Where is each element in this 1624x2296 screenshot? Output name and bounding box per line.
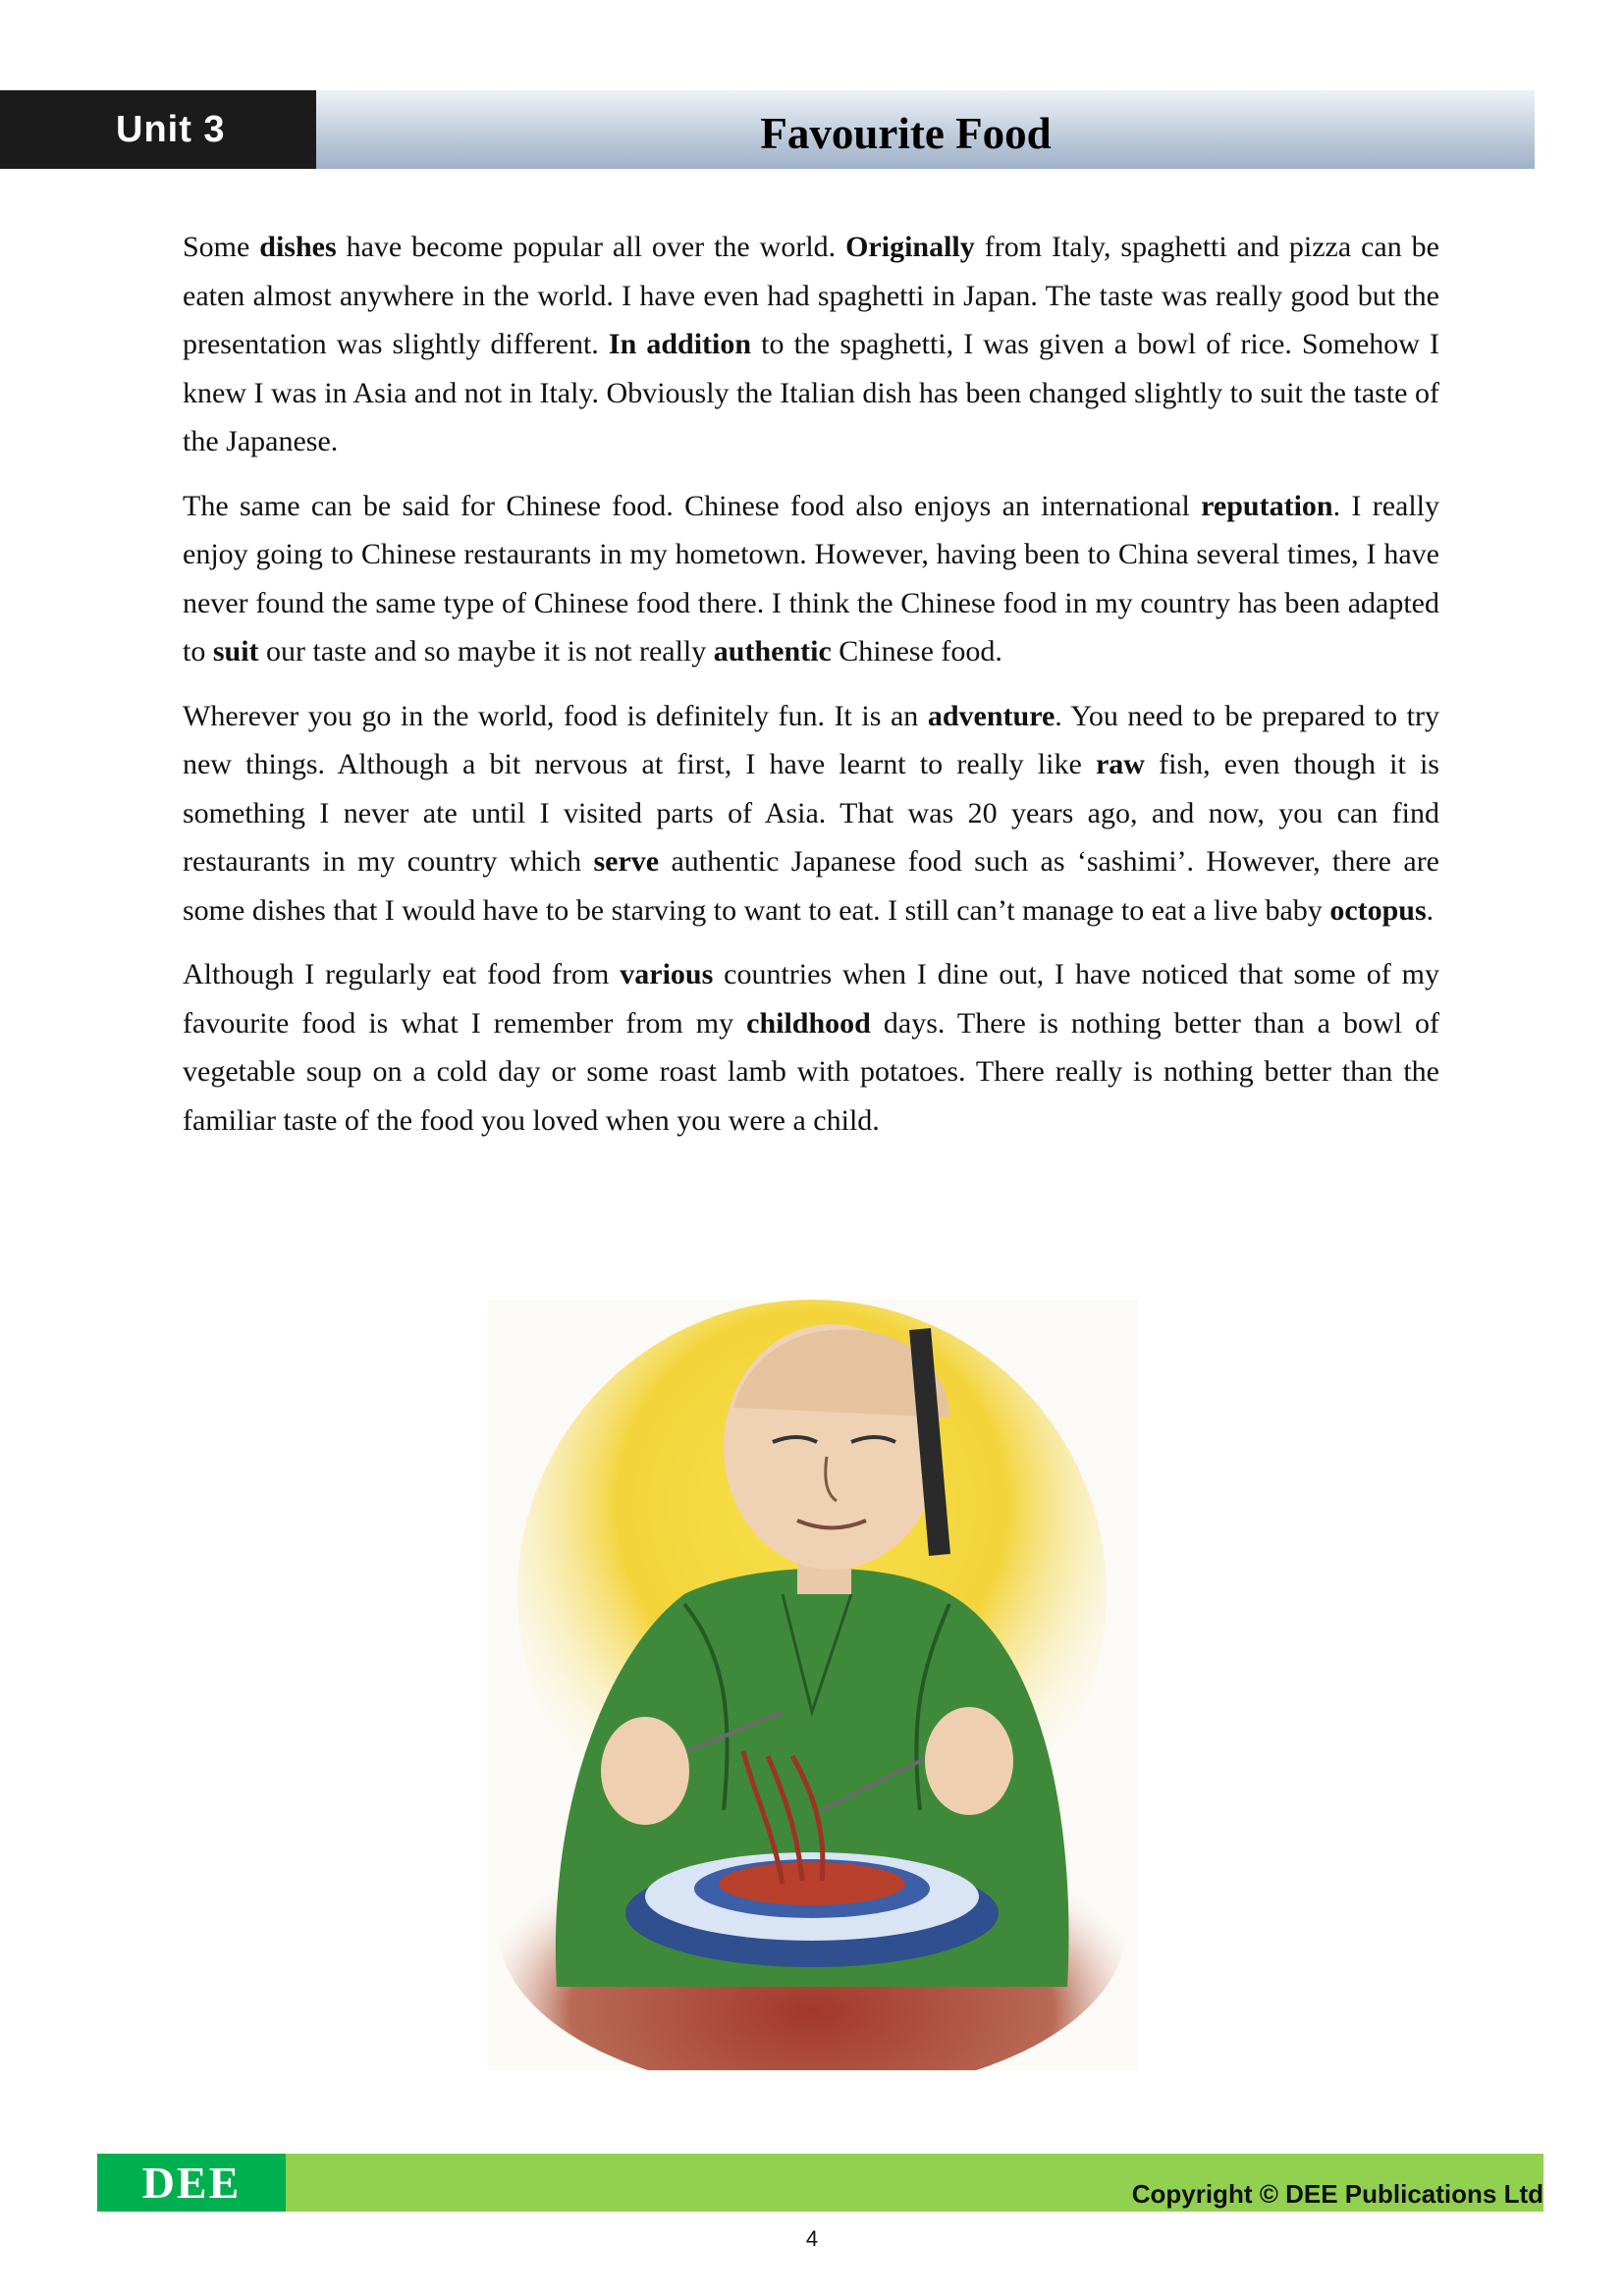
paragraph-text: . You need to be prepared to try new things. Although a bit nervous at first, I have learnt to really like xyxy=(183,699,1439,780)
page-number: 4 xyxy=(805,2226,819,2251)
page-title: Favourite Food xyxy=(760,109,1052,158)
unit-header xyxy=(0,90,1535,169)
paragraph-text: authentic Japanese food such as ‘sashimi’. However, there are some dishes that I would have to be starving to want to eat. I still can’t manage to eat a live baby xyxy=(183,845,1439,927)
vocabulary-word: various xyxy=(620,958,714,990)
vocabulary-word: authentic xyxy=(713,635,832,667)
paragraph-text: our taste and so maybe it is not really xyxy=(258,635,714,667)
paragraph-text: days. There is nothing better than a bowl of vegetable soup on a cold day or some roast lamb with potatoes. There really is nothing better than the familiar taste of the food you loved when you were a child. xyxy=(183,1006,1439,1137)
vocabulary-word: Originally xyxy=(845,231,975,263)
paragraph-text: Wherever you go in the world, food is definitely fun. It is an xyxy=(183,699,928,732)
paragraph-text: Some xyxy=(183,231,260,263)
paragraph-text: Chinese food. xyxy=(831,635,1002,667)
paragraph xyxy=(183,692,1439,935)
paragraph-text: countries when I dine out, I have noticed that some of my favourite food is what I remember from my xyxy=(183,958,1439,1040)
vocabulary-word: raw xyxy=(1095,748,1145,780)
paragraph-text: The same can be said for Chinese food. Chinese food also enjoys an international xyxy=(183,489,1202,522)
article-body xyxy=(183,223,1439,1160)
paragraph-text: fish, even though it is something I never ate until I visited parts of Asia. That was 20 years ago, and now, you can find restaurants in my country which xyxy=(183,748,1439,878)
vocabulary-word: octopus xyxy=(1329,893,1427,927)
vocabulary-word: serve xyxy=(593,845,660,878)
paragraph xyxy=(183,482,1439,676)
vocabulary-word: dishes xyxy=(259,231,337,263)
unit-label: Unit 3 xyxy=(0,90,316,169)
paragraph-text: . I really enjoy going to Chinese restaurants in my hometown. However, having been to China several times, I have never found the same type of Chinese food there. I think the Chinese food in my country has been adapted to xyxy=(183,489,1439,667)
man-eating-spaghetti-illustration xyxy=(488,1300,1138,2070)
title-band xyxy=(316,90,1535,169)
paragraph xyxy=(183,950,1439,1145)
publisher-logo: DEE xyxy=(97,2154,286,2212)
paragraph-text: Although I regularly eat food from xyxy=(183,958,621,990)
footer-bar xyxy=(97,2154,1543,2212)
vocabulary-word: In addition xyxy=(608,328,752,360)
paragraph xyxy=(183,223,1439,466)
copyright-notice: Copyright © DEE Publications Ltd xyxy=(1131,2179,1543,2209)
vocabulary-word: reputation xyxy=(1201,489,1333,522)
paragraph-text: have become popular all over the world. xyxy=(336,231,846,263)
paragraph-text: to the spaghetti, I was given a bowl of rice. Somehow I knew I was in Asia and not in Italy. Obviously the Italian dish has been changed slightly to suit the taste of the Japanese. xyxy=(183,328,1440,457)
vocabulary-word: childhood xyxy=(746,1006,871,1040)
paragraph-text: from Italy, spaghetti and pizza can be eaten almost anywhere in the world. I have even had spaghetti in Japan. The taste was really good but the presentation was slightly different. xyxy=(183,231,1439,360)
vocabulary-word: adventure xyxy=(927,699,1056,732)
paragraph-text: . xyxy=(1426,893,1435,927)
vocabulary-word: suit xyxy=(212,635,259,667)
